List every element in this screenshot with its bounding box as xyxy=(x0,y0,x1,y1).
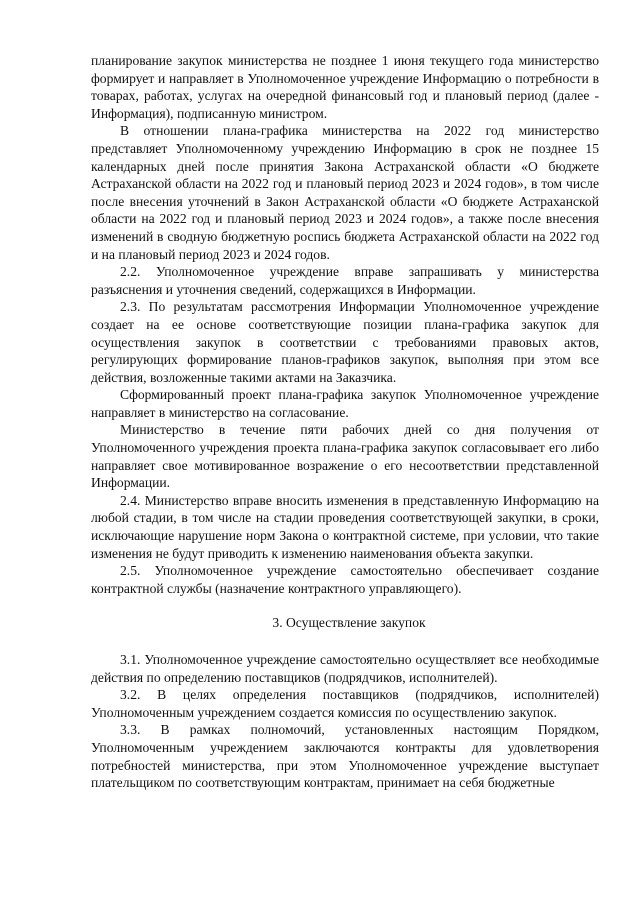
paragraph-2-5: 2.5. Уполномоченное учреждение самостоятельно обеспечивает создание контрактной службы (назначение контрактного управляющего). xyxy=(91,563,599,596)
section-heading: 3. Осуществление закупок xyxy=(272,615,426,631)
paragraph-3-2: 3.2. В целях определения поставщиков (подрядчиков, исполнителей) Уполномоченным учреждением создается комиссия по осуществлению закупок. xyxy=(91,687,599,720)
paragraph-3-1: 3.1. Уполномоченное учреждение самостоятельно осуществляет все необходимые действия по определению поставщиков (подрядчиков, исполнителей). xyxy=(91,652,599,685)
paragraph-2-3: 2.3. По результатам рассмотрения Информации Уполномоченное учреждение создает на ее основе соответствующие позиции плана-графика закупок для осуществления закупок в соответствии с требованиями правовых актов, регулирующих формирование планов-графиков закупок, выполняя при этом все действия, возложенные такими актами на Заказчика. xyxy=(91,299,599,385)
paragraph-2-2: 2.2. Уполномоченное учреждение вправе запрашивать у министерства разъяснения и уточнения сведений, содержащихся в Информации. xyxy=(91,264,599,297)
paragraph-draft-plan: Сформированный проект плана-графика закупок Уполномоченное учреждение направляет в министерство на согласование. xyxy=(91,387,599,420)
paragraph-3-3: 3.3. В рамках полномочий, установленных настоящим Порядком, Уполномоченным учреждением заключаются контракты для удовлетворения потребностей министерства, при этом Уполномоченное учреждение выступает плательщиком по соответствующим контрактам, принимает на себя бюджетные xyxy=(91,722,599,791)
paragraph-ministry-approval: Министерство в течение пяти рабочих дней со дня получения от Уполномоченного учреждения проекта плана-графика закупок согласовывает его либо направляет свое мотивированное возражение о его несоответствии представленной Информации. xyxy=(91,422,599,491)
paragraph-2022-plan: В отношении плана-графика министерства на 2022 год министерство представляет Уполномоченному учреждению Информацию в срок не позднее 15 календарных дней после принятия Закона Астраханской области «О бюджете Астраханской области на 2022 год и плановый период 2023 и 2024 годов», в том числе после внесения уточнений в Закон Астраханской области «О бюджете Астраханской области на 2022 год и плановый период 2023 и 2024 годов», а также после внесения изменений в сводную бюджетную роспись бюджета Астраханской области на 2022 год и на плановый период 2023 и 2024 годов. xyxy=(91,123,599,262)
paragraph-planning-continuation: планирование закупок министерства не позднее 1 июня текущего года министерство формирует и направляет в Уполномоченное учреждение Информацию о потребности в товарах, работах, услугах на очередной финансовый год и плановый период (далее - Информация), подписанную министром. xyxy=(91,53,599,121)
paragraph-2-4: 2.4. Министерство вправе вносить изменения в представленную Информацию на любой стадии, в том числе на стадии проведения соответствующей закупки, в сроки, исключающие нарушение норм Закона о контрактной системе, при условии, что такие изменения не будут приводить к изменению наименования объекта закупки. xyxy=(91,492,599,561)
document-page xyxy=(91,52,599,792)
